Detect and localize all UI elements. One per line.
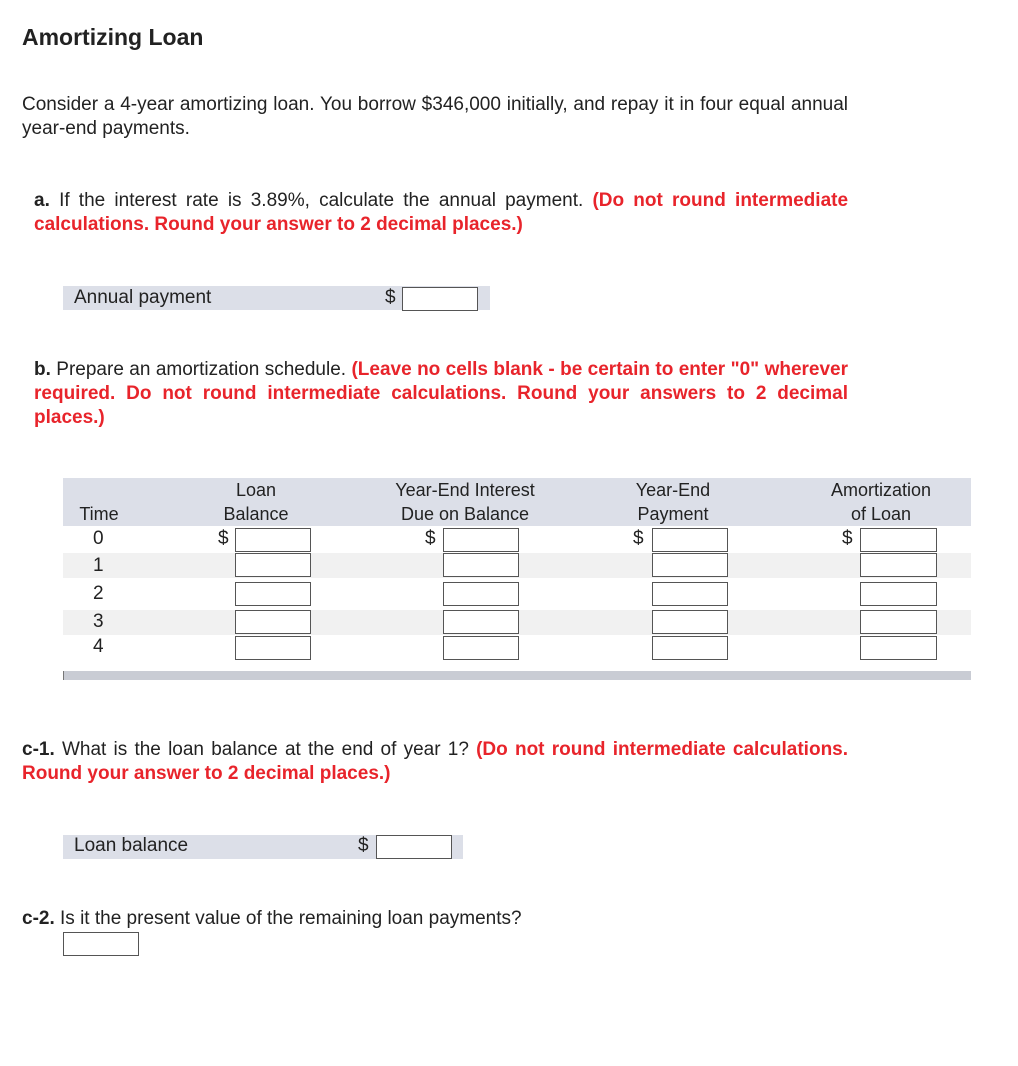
loan-balance-year1-input[interactable] [376,835,452,859]
interest-input[interactable] [443,528,519,552]
loan-balance-input[interactable] [235,610,311,634]
time-cell: 1 [93,555,104,576]
interest-input[interactable] [443,582,519,606]
amortization-input[interactable] [860,636,937,660]
header-interest-1: Year-End Interest [395,480,535,500]
header-time: Time [79,504,119,524]
table-footer-bar [63,671,971,680]
part-a-label: a. [34,190,50,211]
header-amort-1: Amortization [830,480,932,500]
time-cell: 4 [93,636,104,657]
part-b-text: Prepare an amortization schedule. [56,359,347,380]
header-loan-1: Loan [235,480,277,500]
loan-balance-input[interactable] [235,582,311,606]
part-c1-question [22,738,848,786]
part-b-instruction: (Leave no cells blank - be certain to enter "0" wherever required. Do not round intermediate calculations. Round your answers to 2 decimal places.) [34,359,849,428]
part-c1-label: c-1. [22,739,55,760]
payment-input[interactable] [652,528,728,552]
header-loan-2: Balance [223,504,289,524]
time-cell: 3 [93,611,104,632]
payment-input[interactable] [652,636,728,660]
interest-input[interactable] [443,553,519,577]
part-c2-label: c-2. [22,908,55,929]
payment-input[interactable] [652,610,728,634]
part-c1-instruction: (Do not round intermediate calculations. Round your answer to 2 decimal places.) [22,739,849,784]
loan-balance-input[interactable] [235,528,311,552]
time-cell: 0 [93,528,104,549]
dollar-sign: $ [425,528,436,549]
present-value-answer-input[interactable] [63,932,139,956]
page-title: Amortizing Loan [22,24,204,50]
intro-text: Consider a 4-year amortizing loan. You borrow $346,000 initially, and repay it in four equal annual year-end payments. [22,94,848,139]
part-a-instruction: (Do not round intermediate calculations. Round your answer to 2 decimal places.) [34,190,849,235]
loan-balance-label: Loan balance [74,835,189,856]
part-c1-text: What is the loan balance at the end of year 1? [61,739,469,760]
annual-payment-input[interactable] [402,287,478,311]
loan-balance-input[interactable] [235,636,311,660]
header-amort-2: of Loan [850,504,912,524]
part-c2-text: Is it the present value of the remaining loan payments? [60,908,522,929]
header-payment-2: Payment [637,504,709,524]
time-cell: 2 [93,583,104,604]
payment-input[interactable] [652,553,728,577]
dollar-sign: $ [385,287,396,308]
dollar-sign: $ [842,528,853,549]
annual-payment-label: Annual payment [74,287,212,308]
loan-balance-input[interactable] [235,553,311,577]
dollar-sign: $ [633,528,644,549]
dollar-sign: $ [358,835,369,856]
part-b-question [34,358,848,430]
amortization-input[interactable] [860,582,937,606]
interest-input[interactable] [443,636,519,660]
header-payment-1: Year-End [635,480,711,500]
amortization-input[interactable] [860,610,937,634]
amortization-input[interactable] [860,528,937,552]
interest-input[interactable] [443,610,519,634]
part-a-text: If the interest rate is 3.89%, calculate the annual payment. [59,190,584,211]
amortization-input[interactable] [860,553,937,577]
part-b-label: b. [34,359,51,380]
dollar-sign: $ [218,528,229,549]
part-c2-question [22,907,848,931]
payment-input[interactable] [652,582,728,606]
footer-edge [63,671,64,680]
header-interest-2: Due on Balance [400,504,530,524]
part-a-question [34,189,848,237]
